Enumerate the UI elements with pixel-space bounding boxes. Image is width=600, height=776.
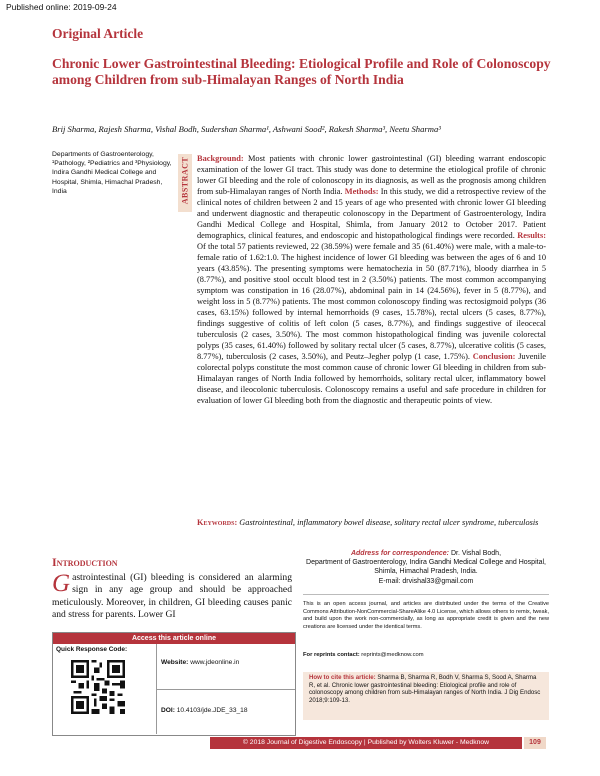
keywords-label: Keywords: — [197, 518, 238, 527]
keywords-text: Gastrointestinal, inflammatory bowel disease, solitary rectal ulcer syndrome, tuberculosis — [237, 518, 539, 527]
website-link[interactable]: www.jdeonline.in — [188, 659, 240, 666]
abstract-section — [178, 150, 548, 550]
introduction-body: astrointestinal (GI) bleeding is considered an alarming sign in any age group and should be approached meticulously. Moreover, in children, GI bleeding causes panic and stress for parents. Lower GI — [52, 572, 292, 621]
reprints — [303, 652, 549, 658]
published-date: Published online: 2019-09-24 — [6, 2, 117, 12]
article-type: Original Article — [52, 26, 144, 41]
methods-text: In this study, we did a retrospective review of the clinical notes of children between 2 and 15 years of age who presented with chronic lower GI bleeding and underwent diagnostic and therapeutic colonoscopy in the Department of Gastroenterology, Indira Gandhi Medical College and Hospital, Shimla, from January 2012 to October 2017. Patient demographics, clinical features, and endoscopic and histopathological findings were recorded. — [197, 187, 546, 240]
conclusion-text: Juvenile colorectal polyps constitute the most common cause of chronic lower GI bleeding in children from sub-Himalayan ranges of North India followed by hemorrhoids, solitary rectal ulcer, inflammatory bowel disease, and ileocolonic tuberculosis. Colonoscopy remains a useful and safe procedure in children for evaluation of lower GI bleeding both from the diagnostic and therapeutic points of view. — [197, 352, 546, 405]
abstract-body — [197, 153, 546, 406]
footer-copyright: © 2018 Journal of Digestive Endoscopy | Published by Wolters Kluwer - Medknow — [210, 737, 522, 749]
horizontal-divider — [156, 689, 295, 690]
abstract-tab-label: ABSTRACT — [180, 156, 190, 205]
results-text: Of the total 57 patients reviewed, 22 (38.59%) were female and 35 (61.40%) were male, with a male-to-female ratio of 1.62:1.0. The highest incidence of lower GI bleeding was between the ages of 6 and 10 years (43.85%). The presenting symptoms were hematochezia in 50 (87.71%), bloody diarrhea in 5 (8.77%), and positive stool occult blood test in 2 (3.50%) patients. The most common accompanying symptom was constipation in 16 (28.07%), abdominal pain in 14 (24.56%), fever in 5 (8.77%), and weight loss in 5 (8.77%) patients. The most common colonoscopy finding was rectosigmoid polyps (36 cases, 63.15%) followed by internal hemorrhoids (9 cases, 15.78%), rectal ulcers (5 cases, 8.77%), findings suggestive of colitis of left colon (5 cases, 8.77%), and findings suggestive of ileocecal tuberculosis (2 cases, 3.50%). The most common histopathological finding was juvenile colorectal polyps (35 cases, 61.40%) followed by solitary rectal ulcer (5 cases, 8.77%), ulcerative colitis (5 cases, 8.77%), tuberculosis (2 cases, 3.50%), and Peutz–Jegher polyp (1 case, 1.75%). — [197, 242, 546, 361]
conclusion-label: Conclusion: — [472, 352, 516, 361]
footer — [0, 737, 600, 749]
correspondence-label: Address for correspondence: — [350, 550, 449, 557]
methods-label: Methods: — [344, 187, 379, 196]
page-number: 109 — [524, 737, 546, 749]
background-label: Background: — [197, 154, 244, 163]
correspondence-email[interactable]: E-mail: drvishal33@gmail.com — [378, 577, 474, 585]
doi-label: DOI: — [161, 707, 175, 714]
access-article-box — [52, 632, 296, 736]
correspondence-address: Department of Gastroenterology, Indira Gandhi Medical College and Hospital, Shimla, Himachal Pradesh, India. — [306, 559, 546, 576]
correspondence — [303, 549, 549, 586]
introduction-text — [52, 572, 292, 622]
correspondence-divider — [303, 594, 549, 595]
author-list: Brij Sharma, Rajesh Sharma, Vishal Bodh, Sudershan Sharma¹, Ashwani Sood², Rakesh Sharma³, Neetu Sharma³ — [52, 124, 441, 134]
doi-link[interactable]: 10.4103/jde.JDE_33_18 — [174, 707, 248, 714]
results-label: Results: — [517, 231, 546, 240]
qr-label: Quick Response Code: — [56, 646, 128, 653]
background-text: Most patients with chronic lower gastrointestinal (GI) bleeding warrant endoscopic examination of the lower GI tract. This study was done to determine the etiological profile of chronic lower GI bleeding and the role of colonoscopy in its diagnosis, as well as the prognosis among children from sub-Himalayan ranges of North India. — [197, 154, 546, 196]
keywords — [197, 517, 547, 528]
reprints-email[interactable]: reprints@medknow.com — [359, 652, 424, 658]
affiliation: Departments of Gastroenterology, ¹Pathology, ²Pediatrics and ³Physiology, Indira Gandhi Medical College and Hospital, Shimla, Himachal Pradesh, India — [52, 151, 172, 195]
introduction-heading: Introduction — [52, 555, 118, 569]
article-title: Chronic Lower Gastrointestinal Bleeding: Etiological Profile and Role of Colonoscopy among Children from sub-Himalayan Ranges of North India — [52, 56, 551, 87]
drop-cap: G — [52, 570, 71, 597]
citation-text: Sharma B, Sharma R, Bodh V, Sharma S, Sood A, Sharma R, et al. Chronic lower gastrointestinal bleeding: Etiological profile and role of colonoscopy among children from sub-Himalayan ranges of North India. J Dig Endosc 2018;9:109-13. — [309, 674, 541, 705]
citation-box — [303, 672, 549, 720]
access-header: Access this article online — [53, 633, 295, 644]
citation-label: How to cite this article: — [309, 674, 376, 681]
doi — [161, 707, 248, 714]
reprints-label: For reprints contact: — [303, 652, 360, 658]
qr-code-icon[interactable] — [71, 660, 125, 714]
website-label: Website: — [161, 659, 189, 666]
website — [161, 659, 239, 666]
correspondence-name: Dr. Vishal Bodh, — [449, 550, 502, 557]
license-text: This is an open access journal, and articles are distributed under the terms of the Creative Commons Attribution-NonCommercial-ShareAlike 4.0 License, which allows others to remix, tweak, and build upon the work non-commercially, as long as appropriate credit is given and the new creations are licensed under the identical terms. — [303, 601, 549, 630]
